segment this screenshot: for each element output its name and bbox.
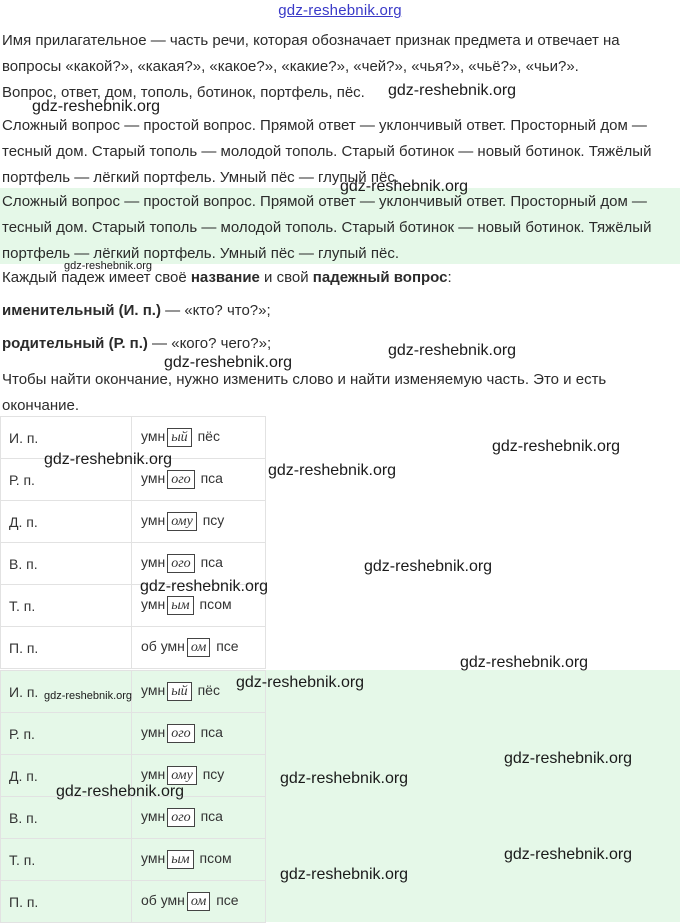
case-row — [1, 417, 266, 459]
nominative-line — [2, 298, 678, 324]
noun-form: псе — [216, 892, 239, 908]
case-intro-text: Каждый падеж имеет своё — [2, 269, 191, 286]
adjective-pairs-answer: Сложный вопрос — простой вопрос. Прямой ответ — уклончивый ответ. Просторный дом — тесный дом. Старый тополь — молодой тополь. Старый ботинок — новый ботинок. Тяжёлый портфель — лёгкий портфель. Умный пёс — глупый пёс. — [2, 193, 652, 262]
case-table-example — [0, 416, 269, 669]
case-form — [132, 881, 266, 923]
case-row — [1, 881, 266, 923]
genitive-question: — «кого? чего?»; — [147, 335, 272, 352]
watermark-text: gdz-reshebnik.org — [504, 846, 633, 863]
case-form — [132, 671, 266, 713]
ending-box: ого — [167, 724, 194, 743]
watermark-text: gdz-reshebnik.org — [280, 866, 409, 883]
ending-box: ого — [167, 470, 194, 489]
case-row — [1, 627, 266, 669]
word-stem: умн — [141, 766, 166, 782]
case-form — [132, 543, 266, 585]
watermark-text: gdz-reshebnik.org — [388, 82, 517, 99]
watermark-text: gdz-reshebnik.org — [236, 674, 365, 691]
case-form — [132, 839, 266, 881]
watermark-text: gdz-reshebnik.org — [56, 783, 185, 800]
noun-form: пса — [200, 724, 223, 740]
preposition: об — [141, 892, 161, 908]
case-row — [1, 459, 266, 501]
noun-form: псом — [199, 596, 232, 612]
case-label: Д. п. — [1, 755, 132, 797]
watermark-text: gdz-reshebnik.org — [492, 438, 621, 455]
noun-form: пёс — [197, 682, 220, 698]
watermark-text: gdz-reshebnik.org — [164, 354, 293, 371]
case-intro-paragraph — [2, 265, 678, 291]
word-stem: умн — [141, 596, 166, 612]
case-row — [1, 671, 266, 713]
ending-box: ый — [167, 428, 191, 447]
case-form — [132, 501, 266, 543]
case-form — [132, 417, 266, 459]
word-stem: умн — [141, 808, 166, 824]
ending-box: ый — [167, 682, 191, 701]
genitive-label: родительный (Р. п.) — [2, 335, 148, 352]
watermark-text: gdz-reshebnik.org — [364, 558, 493, 575]
word-stem: умн — [141, 512, 166, 528]
case-row — [1, 543, 266, 585]
watermark-text: gdz-reshebnik.org — [32, 98, 161, 115]
word-stem: умн — [141, 554, 166, 570]
noun-form: пса — [200, 554, 223, 570]
case-intro-colon: : — [447, 269, 452, 286]
definition-paragraph: Имя прилагательное — часть речи, которая обозначает признак предмета и отвечает на вопросы «какой?», «какая?», «какое?», «какие?», «чей?», «чья?», «чьё?», «чьи?». — [2, 32, 620, 75]
ending-box: ом — [187, 892, 210, 911]
case-label: И. п. — [1, 671, 132, 713]
ending-box: ым — [167, 596, 193, 615]
case-label: Д. п. — [1, 501, 132, 543]
case-form — [132, 459, 266, 501]
case-row — [1, 797, 266, 839]
watermark-text: gdz-reshebnik.org — [64, 260, 153, 272]
word-stem: умн — [141, 850, 166, 866]
watermark-text: gdz-reshebnik.org — [44, 690, 133, 702]
ending-box: ом — [187, 638, 210, 657]
watermark-text: gdz-reshebnik.org — [340, 178, 469, 195]
preposition: об — [141, 638, 161, 654]
watermark-text: gdz-reshebnik.org — [140, 578, 269, 595]
watermark-text: gdz-reshebnik.org — [280, 770, 409, 787]
ending-box: ому — [167, 512, 197, 531]
case-form — [132, 713, 266, 755]
case-intro-text-2: и свой — [259, 269, 313, 286]
nominative-question: — «кто? что?»; — [160, 302, 271, 319]
case-intro-bold-name: название — [190, 269, 260, 286]
watermark-text: gdz-reshebnik.org — [268, 462, 397, 479]
noun-form: псом — [199, 850, 232, 866]
noun-form: пса — [200, 470, 223, 486]
case-label: Т. п. — [1, 839, 132, 881]
watermark-text: gdz-reshebnik.org — [388, 342, 517, 359]
case-form — [132, 585, 266, 627]
case-intro-bold-question: падежный вопрос — [312, 269, 448, 286]
case-form — [132, 627, 266, 669]
case-table-answer — [0, 670, 266, 923]
case-label: Р. п. — [1, 713, 132, 755]
noun-form: псе — [216, 638, 239, 654]
watermark-text: gdz-reshebnik.org — [504, 750, 633, 767]
case-form — [132, 755, 266, 797]
case-row — [1, 713, 266, 755]
watermark-text: gdz-reshebnik.org — [460, 654, 589, 671]
ending-box: ому — [167, 766, 197, 785]
ending-box: ого — [167, 808, 194, 827]
case-label: В. п. — [1, 543, 132, 585]
case-row — [1, 839, 266, 881]
ending-tip-paragraph: Чтобы найти окончание, нужно изменить слово и найти изменяемую часть. Это и есть окончание. — [2, 371, 607, 414]
ending-box: ого — [167, 554, 194, 573]
word-stem: умн — [160, 892, 185, 908]
word-stem: умн — [160, 638, 185, 654]
site-header-link[interactable]: gdz-reshebnik.org — [278, 2, 402, 19]
case-row — [1, 755, 266, 797]
noun-form: пса — [200, 808, 223, 824]
noun-form: псу — [202, 512, 225, 528]
nominative-label: именительный (И. п.) — [2, 302, 161, 319]
word-stem: умн — [141, 470, 166, 486]
nouns-paragraph: Вопрос, ответ, дом, тополь, ботинок, портфель, пёс. — [2, 84, 365, 101]
word-stem: умн — [141, 724, 166, 740]
case-form — [132, 797, 266, 839]
noun-form: псу — [202, 766, 225, 782]
genitive-line — [2, 331, 678, 357]
adjective-pairs-paragraph: Сложный вопрос — простой вопрос. Прямой ответ — уклончивый ответ. Просторный дом — тесный дом. Старый тополь — молодой тополь. Старый ботинок — новый ботинок. Тяжёлый портфель — лёгкий портфель. Умный пёс — глупый пёс. — [2, 117, 652, 186]
word-stem: умн — [141, 682, 166, 698]
case-row — [1, 585, 266, 627]
watermark-text: gdz-reshebnik.org — [44, 451, 173, 468]
ending-box: ым — [167, 850, 193, 869]
case-label: П. п. — [1, 881, 132, 923]
noun-form: пёс — [197, 428, 220, 444]
word-stem: умн — [141, 428, 166, 444]
case-label: Т. п. — [1, 585, 132, 627]
case-label: Р. п. — [1, 459, 132, 501]
case-label: И. п. — [1, 417, 132, 459]
case-label: В. п. — [1, 797, 132, 839]
case-row — [1, 501, 266, 543]
case-label: П. п. — [1, 627, 132, 669]
